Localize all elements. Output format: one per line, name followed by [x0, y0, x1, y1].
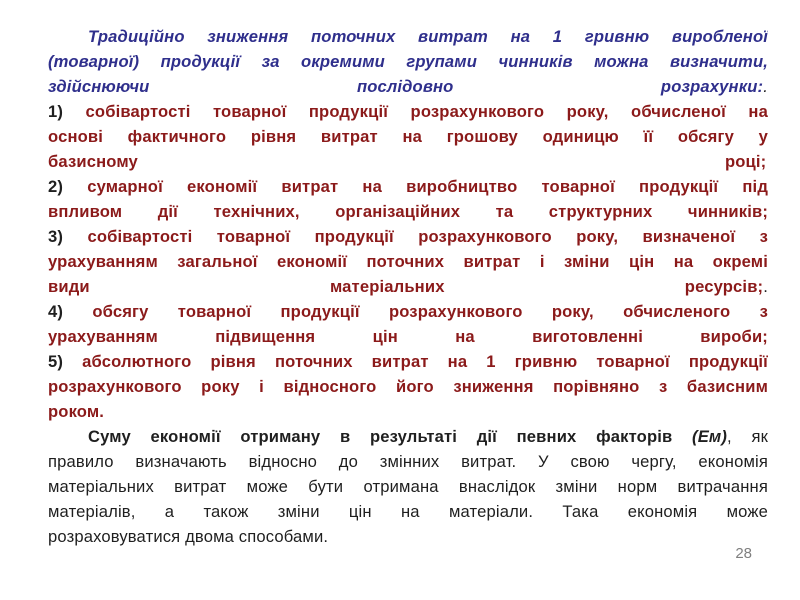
item-trailing-dot: . [763, 277, 768, 296]
list-line: види матеріальних ресурсів;. [48, 277, 768, 296]
item-number: 5) [48, 352, 64, 371]
list-item-2 [48, 174, 768, 224]
page-number: 28 [735, 545, 752, 562]
item-number: 3) [48, 227, 64, 246]
paragraph-line: правило визначають відносно до змінних витрат. У свою чергу, економія [48, 452, 768, 471]
list-line: 4) обсягу товарної продукції розрахункового року, обчисленого з [48, 302, 768, 321]
list-item-5 [48, 349, 768, 424]
intro-line-last: здійснюючи послідовно розрахунки:. [48, 77, 768, 96]
item-number: 1) [48, 102, 64, 121]
intro-line: Традиційно зниження поточних витрат на 1 гривню виробленої [88, 27, 768, 46]
intro-line: (товарної) продукції за окремими групами чинників можна визначити, [48, 52, 768, 71]
list-item-1 [48, 99, 768, 174]
paragraph-symbol: (Ем) [692, 427, 728, 446]
list-line: урахуванням загальної економії поточних витрат і зміни цін на окремі [48, 252, 768, 271]
list-line: 3) собівартості товарної продукції розрахункового року, визначеної з [48, 227, 768, 246]
list-line: 1) собівартості товарної продукції розрахункового року, обчисленої на [48, 102, 768, 121]
list-item-4 [48, 299, 768, 349]
paragraph-bold-lead: Суму економії отриману в результаті дії певних факторів [88, 427, 673, 446]
item-trailing: році; [724, 152, 767, 171]
paragraph-line: матеріальних витрат може бути отримана внаслідок зміни норм витрачання [48, 477, 768, 496]
list-item-3 [48, 224, 768, 299]
item-number: 4) [48, 302, 64, 321]
closing-paragraph [48, 424, 768, 549]
item-number: 2) [48, 177, 64, 196]
list-line: роком. [48, 402, 105, 421]
list-line: урахуванням підвищення цін на виготовленні вироби; [48, 327, 768, 346]
slide-content [48, 24, 768, 549]
list-line: 5) абсолютного рівня поточних витрат на 1 гривню товарної продукції [48, 352, 768, 371]
list-line: розрахункового року і відносного його зниження порівняно з базисним [48, 377, 768, 396]
list-line: базисному році; [48, 152, 767, 171]
paragraph-line: матеріалів, а також зміни цін на матеріали. Така економія може [48, 502, 768, 521]
list-line: 2) сумарної економії витрат на виробництво товарної продукції під [48, 177, 768, 196]
intro-trailing-dot: . [763, 77, 768, 96]
list-line: впливом дії технічних, організаційних та структурних чинників; [48, 202, 768, 221]
paragraph-line: Суму економії отриману в результаті дії певних факторів (Ем), як [88, 427, 768, 446]
list-line: основі фактичного рівня витрат на грошову одиницю її обсягу у [48, 127, 768, 146]
paragraph-line: розраховуватися двома способами. [48, 527, 329, 546]
intro-paragraph [48, 24, 768, 99]
